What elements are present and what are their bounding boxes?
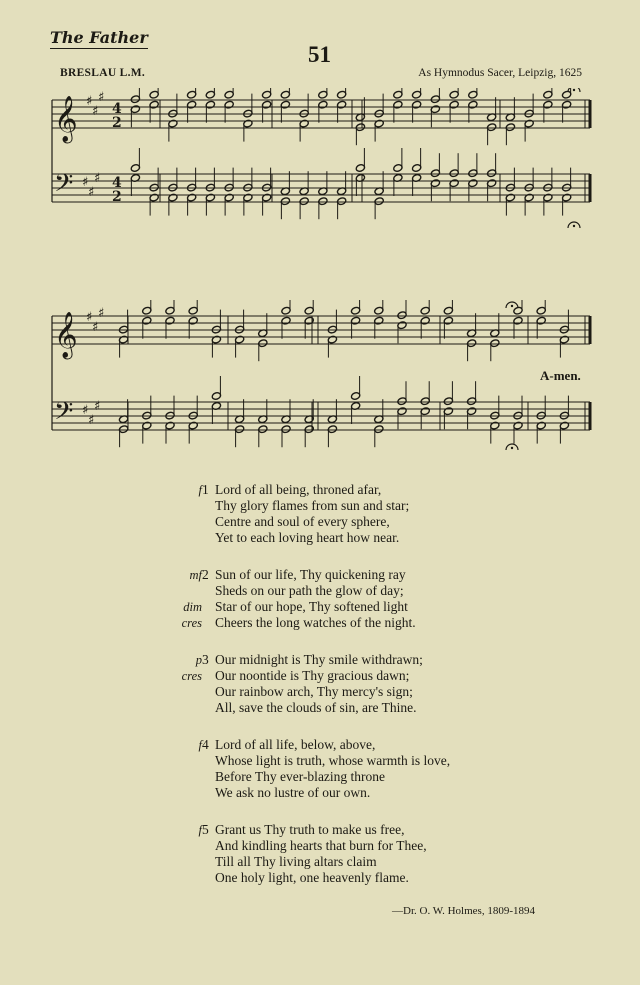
dynamic-mark: p: [195, 653, 202, 667]
composer-credit: As Hymnodus Sacer, Leipzig, 1625: [418, 67, 582, 79]
verse-line: [176, 583, 596, 599]
verse-line: [176, 599, 596, 615]
hymn-number: 51: [308, 42, 331, 67]
verse-line: [176, 838, 596, 854]
bass-clef-icon: 𝄢: [54, 397, 74, 432]
verse-number: 5: [202, 822, 209, 837]
treble-clef-icon: 𝄞: [54, 312, 78, 358]
verse-line: [176, 615, 596, 631]
verse-line: [176, 530, 596, 546]
verse-text: Lord of all life, below, above,: [215, 737, 376, 752]
verse-line: [176, 769, 596, 785]
treble-clef-icon: 𝄞: [54, 96, 78, 142]
sharp-sign: ♯: [88, 413, 95, 428]
verse-line: [176, 514, 596, 530]
fermata-dot: [511, 305, 513, 307]
verse-text: Sun of our life, Thy quickening ray: [215, 567, 406, 582]
verse-line: [176, 668, 596, 684]
verse-number: 4: [202, 737, 209, 752]
sharp-sign: ♯: [98, 306, 105, 321]
fermata-dot: [573, 225, 575, 227]
verse-text: Centre and soul of every sphere,: [215, 514, 390, 529]
verse-text: And kindling hearts that burn for Thee,: [215, 838, 427, 853]
verse-text: Our rainbow arch, Thy mercy's sign;: [215, 684, 413, 699]
author-attribution: —Dr. O. W. Holmes, 1809-1894: [392, 905, 535, 917]
verse-line: [176, 684, 596, 700]
verse-text: Our midnight is Thy smile withdrawn;: [215, 652, 423, 667]
verse-text: All, save the clouds of sin, are Thine.: [215, 700, 417, 715]
hymn-verses: [176, 482, 596, 907]
verse-text: Before Thy ever-blazing throne: [215, 769, 386, 784]
sharp-sign: ♯: [82, 175, 89, 190]
dynamic-mark: f: [198, 483, 202, 497]
verse-text: Thy glory flames from sun and star;: [215, 498, 410, 513]
sharp-sign: ♯: [92, 320, 99, 335]
verse-line: [176, 567, 596, 583]
verse-text: Our noontide is Thy gracious dawn;: [215, 668, 410, 683]
sharp-sign: ♯: [98, 90, 105, 105]
verse-line: [176, 652, 596, 668]
verse-text: One holy light, one heavenly flame.: [215, 870, 409, 885]
verse-text: Sheds on our path the glow of day;: [215, 583, 404, 598]
dynamic-mark: mf: [189, 568, 202, 582]
verse-text: Yet to each loving heart how near.: [215, 530, 400, 545]
dynamic-mark: cres: [181, 669, 202, 683]
verse-line: [176, 870, 596, 886]
verse-line: [176, 822, 596, 838]
dynamic-mark: f: [198, 823, 202, 837]
amen-label: A-men.: [540, 368, 581, 383]
dynamic-mark: cres: [181, 616, 202, 630]
sharp-sign: ♯: [92, 104, 99, 119]
sharp-sign: ♯: [88, 185, 95, 200]
sharp-sign: ♯: [86, 310, 93, 325]
verse-line: [176, 785, 596, 801]
verse-5: [176, 822, 596, 886]
verse-line: [176, 737, 596, 753]
music-system-1: [0, 88, 640, 238]
time-signature: 4: [112, 101, 122, 117]
tune-name: BRESLAU L.M.: [60, 67, 146, 79]
verse-text: Grant us Thy truth to make us free,: [215, 822, 405, 837]
verse-line: [176, 854, 596, 870]
verse-text: Cheers the long watches of the night.: [215, 615, 416, 630]
dynamic-mark: dim: [183, 600, 202, 614]
verse-text: Till all Thy living altars claim: [215, 854, 377, 869]
verse-2: [176, 567, 596, 631]
fermata-dot: [511, 447, 513, 449]
sharp-sign: ♯: [86, 94, 93, 109]
dynamic-mark: f: [198, 738, 202, 752]
sharp-sign: ♯: [94, 399, 101, 414]
verse-1: [176, 482, 596, 546]
time-signature: 2: [112, 115, 122, 131]
verse-4: [176, 737, 596, 801]
verse-3: [176, 652, 596, 716]
verse-line: [176, 700, 596, 716]
verse-line: [176, 753, 596, 769]
verse-line: [176, 498, 596, 514]
verse-line: [176, 482, 596, 498]
section-title: The Father: [50, 28, 148, 47]
sharp-sign: ♯: [82, 403, 89, 418]
verse-text: We ask no lustre of our own.: [215, 785, 371, 800]
verse-text: Lord of all being, throned afar,: [215, 482, 382, 497]
verse-text: Star of our hope, Thy softened light: [215, 599, 408, 614]
verse-number: 1: [202, 482, 209, 497]
bass-clef-icon: 𝄢: [54, 169, 74, 204]
sharp-sign: ♯: [94, 171, 101, 186]
verse-number: 3: [202, 652, 209, 667]
time-signature: 2: [112, 189, 122, 205]
verse-number: 2: [202, 567, 209, 582]
verse-text: Whose light is truth, whose warmth is love,: [215, 753, 451, 768]
time-signature: 4: [112, 175, 122, 191]
fermata-dot: [573, 89, 575, 91]
